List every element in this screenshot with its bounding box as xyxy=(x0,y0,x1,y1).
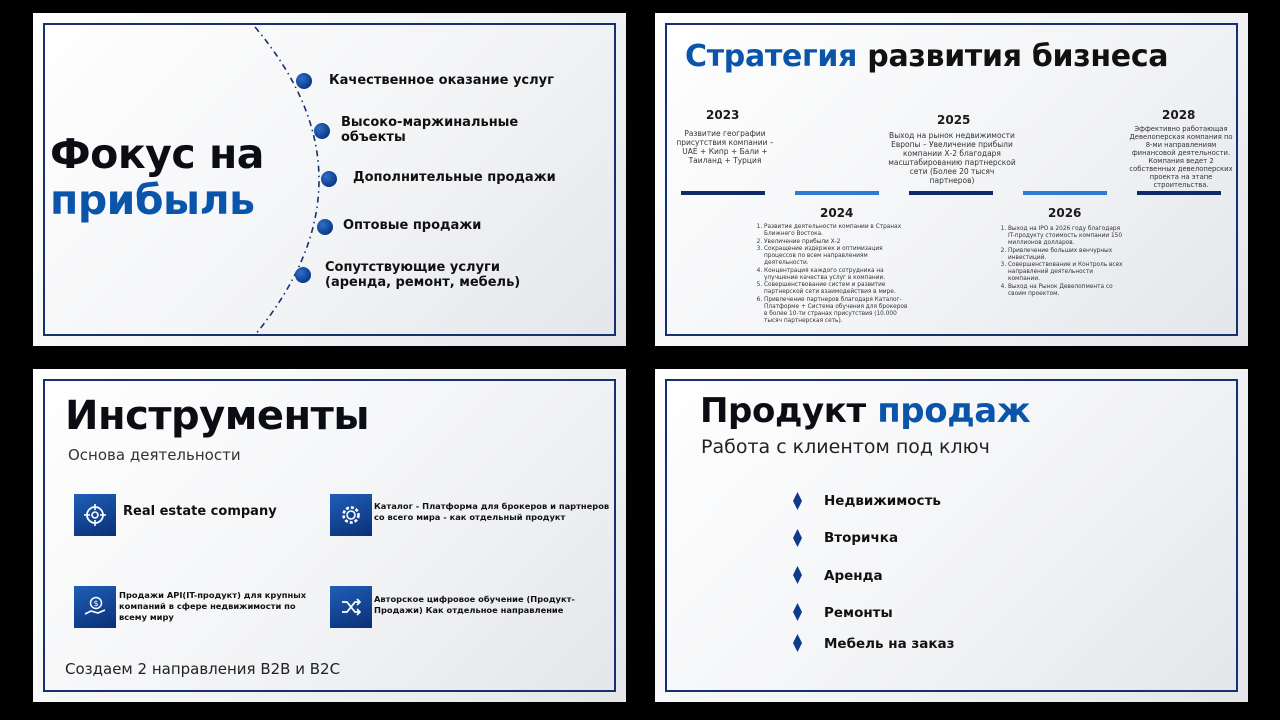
list-item: 2. Привлечение больших венчурных инвестиций. xyxy=(1008,248,1125,262)
title-accent: Стратегия xyxy=(685,39,858,74)
bullet-dot-icon xyxy=(295,267,311,283)
title-rest: развития бизнеса xyxy=(867,39,1169,74)
diamond-bullet-icon xyxy=(793,529,802,547)
slide-business-strategy[interactable] xyxy=(655,13,1248,346)
target-icon xyxy=(74,494,116,536)
bullet-dot-icon xyxy=(317,219,333,235)
product-item: Мебель на заказ xyxy=(824,636,955,652)
footer-text: Создаем 2 направления B2B и B2C xyxy=(65,660,341,678)
list-item: 4. Концентрация каждого сотрудника на улучшение качества услуг в компании. xyxy=(764,268,911,282)
list-item: 5. Совершенствование систем и развитие партнерской сети взаимодействия в мире. xyxy=(764,282,911,296)
focus-item: Сопутствующие услуги (аренда, ремонт, мебель) xyxy=(325,260,521,290)
tool-label: Каталог - Платформа для брокеров и партнеров со всего мира - как отдельный продукт xyxy=(374,501,610,522)
list-item: 1. Развитие деятельности компании в Странах Ближнего Востока. xyxy=(764,224,911,238)
page-title xyxy=(50,131,264,223)
diamond-bullet-icon xyxy=(793,566,802,584)
list-item: 2. Увеличение прибыли Х-2 xyxy=(764,239,911,246)
bullet-dot-icon xyxy=(296,73,312,89)
year-2028-description: Эффективно работающая Девелоперская компания по 8-ми направлениям финансовой деятельности. Компания ведет 2 собственных девелоперских проекта на этапе строительства. xyxy=(1129,125,1233,189)
title-accent: продаж xyxy=(877,391,1031,431)
year-2026-list xyxy=(995,226,1125,298)
svg-text:$: $ xyxy=(93,599,99,608)
list-item: 3. Совершенствование и Контроль всех направлений деятельности компании. xyxy=(1008,262,1125,283)
tool-label: Real estate company xyxy=(123,504,277,519)
diamond-bullet-icon xyxy=(793,603,802,621)
title-line-2: прибыль xyxy=(50,176,255,224)
focus-item: Дополнительные продажи xyxy=(353,170,556,185)
focus-item: Качественное оказание услуг xyxy=(329,73,554,88)
focus-item: Высоко-маржинальные объекты xyxy=(341,115,519,145)
focus-item: Оптовые продажи xyxy=(343,218,482,233)
year-2028: 2028 xyxy=(1162,108,1196,122)
year-2025-description: Выход на рынок недвижимости Европы – Увеличение прибыли компании Х-2 благодаря масштабированию партнерской сети (Более 20 тысяч партнеров) xyxy=(888,131,1016,185)
bullet-dot-icon xyxy=(321,171,337,187)
slide-tools[interactable] xyxy=(33,369,626,702)
timeline-segment xyxy=(1023,191,1107,195)
timeline-segment xyxy=(795,191,879,195)
slide-sales-product[interactable] xyxy=(655,369,1248,702)
timeline-segment xyxy=(1137,191,1221,195)
page-subtitle: Работа с клиентом под ключ xyxy=(701,436,990,458)
shuffle-icon xyxy=(330,586,372,628)
timeline-segment xyxy=(681,191,765,195)
page-title xyxy=(700,391,1030,431)
list-item: 3. Сокращение издержек и оптимизация процессов по всем направлениям деятельности. xyxy=(764,246,911,267)
year-2024-list xyxy=(751,224,911,325)
year-2026: 2026 xyxy=(1048,206,1082,220)
timeline-segment xyxy=(909,191,993,195)
list-item: 4. Выход на Рынок Девелопмента со своим проектом. xyxy=(1008,284,1125,298)
year-2023: 2023 xyxy=(706,108,740,122)
slide-focus-on-profit[interactable] xyxy=(33,13,626,346)
diamond-bullet-icon xyxy=(793,492,802,510)
tool-label: Авторское цифровое обучение (Продукт-Продажи) Как отдельное направление xyxy=(374,594,575,615)
page-subtitle: Основа деятельности xyxy=(68,446,241,464)
gear-icon xyxy=(330,494,372,536)
money-hand-icon xyxy=(74,586,116,628)
diamond-bullet-icon xyxy=(793,634,802,652)
product-item: Вторичка xyxy=(824,530,899,546)
title-line-1: Фокус на xyxy=(50,130,264,178)
tool-label: Продажи API(IT-продукт) для крупных компаний в сфере недвижимости по всему миру xyxy=(119,590,307,622)
page-title xyxy=(685,39,1168,74)
bullet-dot-icon xyxy=(314,123,330,139)
product-item: Ремонты xyxy=(824,605,893,621)
list-item: 6. Привлечение партнеров благодаря Каталог-Платформе + Система обучения для брокеров в более 10-ти странах присутствия (10.000 тысяч партнерская сеть). xyxy=(764,297,911,325)
page-title: Инструменты xyxy=(65,393,370,439)
list-item: 1. Выход на IPO в 2026 году благодаря IT-продукту стоимость компании 150 миллионов долларов. xyxy=(1008,226,1125,247)
year-2025: 2025 xyxy=(937,113,971,127)
year-2023-description: Развитие географии присутствия компании – UAE + Кипр + Бали + Таиланд + Турция xyxy=(676,129,774,165)
product-item: Недвижимость xyxy=(824,493,941,509)
title-main: Продукт xyxy=(700,391,866,431)
product-item: Аренда xyxy=(824,568,883,584)
year-2024: 2024 xyxy=(820,206,854,220)
